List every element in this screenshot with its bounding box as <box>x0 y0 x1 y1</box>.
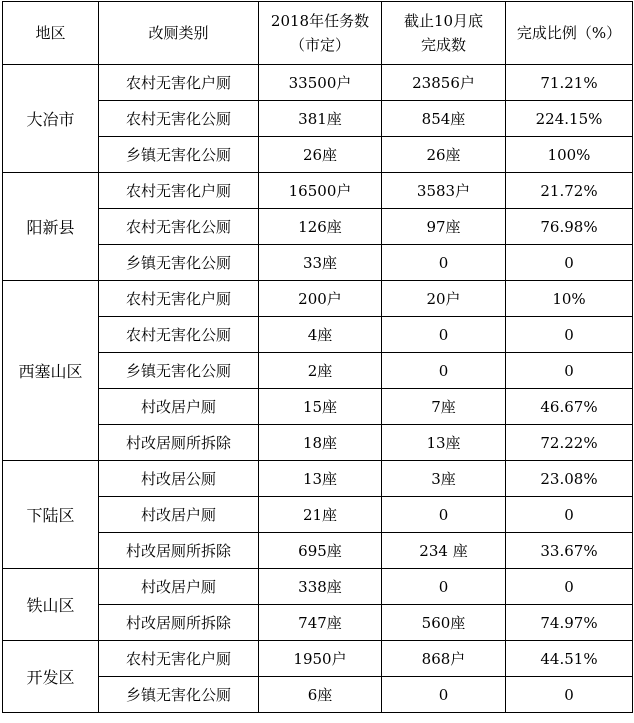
done-cell: 20户 <box>382 281 506 317</box>
task-cell: 21座 <box>259 497 382 533</box>
category-cell: 村改居户厕 <box>99 569 259 605</box>
ratio-cell: 0 <box>506 497 633 533</box>
region-cell: 下陆区 <box>3 461 99 569</box>
category-cell: 村改居户厕 <box>99 389 259 425</box>
task-cell: 15座 <box>259 389 382 425</box>
task-cell: 1950户 <box>259 641 382 677</box>
header-region: 地区 <box>3 2 99 65</box>
done-cell: 0 <box>382 317 506 353</box>
header-row <box>3 2 633 65</box>
region-cell: 大冶市 <box>3 65 99 173</box>
done-cell: 0 <box>382 353 506 389</box>
task-cell: 13座 <box>259 461 382 497</box>
done-cell: 868户 <box>382 641 506 677</box>
header-task <box>259 2 382 65</box>
task-cell: 2座 <box>259 353 382 389</box>
ratio-cell: 21.72% <box>506 173 633 209</box>
ratio-cell: 0 <box>506 353 633 389</box>
task-cell: 18座 <box>259 425 382 461</box>
category-cell: 乡镇无害化公厕 <box>99 353 259 389</box>
task-cell: 200户 <box>259 281 382 317</box>
category-cell: 村改居厕所拆除 <box>99 533 259 569</box>
category-cell: 乡镇无害化公厕 <box>99 137 259 173</box>
done-cell: 854座 <box>382 101 506 137</box>
category-cell: 农村无害化户厕 <box>99 641 259 677</box>
ratio-cell: 0 <box>506 317 633 353</box>
ratio-cell: 72.22% <box>506 425 633 461</box>
done-cell: 3583户 <box>382 173 506 209</box>
done-cell: 0 <box>382 245 506 281</box>
ratio-cell: 100% <box>506 137 633 173</box>
category-cell: 乡镇无害化公厕 <box>99 245 259 281</box>
table-row <box>3 65 633 101</box>
category-cell: 农村无害化户厕 <box>99 281 259 317</box>
task-cell: 4座 <box>259 317 382 353</box>
region-cell: 铁山区 <box>3 569 99 641</box>
ratio-cell: 10% <box>506 281 633 317</box>
category-cell: 村改居厕所拆除 <box>99 605 259 641</box>
header-ratio: 完成比例（%） <box>506 2 633 65</box>
header-task-line2: （市定） <box>289 36 350 54</box>
task-cell: 6座 <box>259 677 382 713</box>
task-cell: 695座 <box>259 533 382 569</box>
header-task-line1: 2018年任务数 <box>270 12 370 30</box>
done-cell: 7座 <box>382 389 506 425</box>
category-cell: 农村无害化户厕 <box>99 173 259 209</box>
task-cell: 16500户 <box>259 173 382 209</box>
ratio-cell: 74.97% <box>506 605 633 641</box>
category-cell: 农村无害化公厕 <box>99 101 259 137</box>
task-cell: 381座 <box>259 101 382 137</box>
category-cell: 村改居户厕 <box>99 497 259 533</box>
task-cell: 33座 <box>259 245 382 281</box>
task-cell: 33500户 <box>259 65 382 101</box>
done-cell: 560座 <box>382 605 506 641</box>
ratio-cell: 0 <box>506 245 633 281</box>
task-cell: 747座 <box>259 605 382 641</box>
ratio-cell: 224.15% <box>506 101 633 137</box>
ratio-cell: 23.08% <box>506 461 633 497</box>
header-done <box>382 2 506 65</box>
task-cell: 338座 <box>259 569 382 605</box>
category-cell: 村改居公厕 <box>99 461 259 497</box>
done-cell: 234 座 <box>382 533 506 569</box>
header-category: 改厕类别 <box>99 2 259 65</box>
category-cell: 村改居厕所拆除 <box>99 425 259 461</box>
done-cell: 0 <box>382 497 506 533</box>
toilet-renovation-table <box>2 1 633 713</box>
ratio-cell: 33.67% <box>506 533 633 569</box>
ratio-cell: 0 <box>506 677 633 713</box>
table-row <box>3 281 633 317</box>
ratio-cell: 76.98% <box>506 209 633 245</box>
header-done-line2: 完成数 <box>420 36 466 54</box>
task-cell: 26座 <box>259 137 382 173</box>
table-row <box>3 461 633 497</box>
done-cell: 0 <box>382 569 506 605</box>
ratio-cell: 44.51% <box>506 641 633 677</box>
ratio-cell: 0 <box>506 569 633 605</box>
done-cell: 26座 <box>382 137 506 173</box>
done-cell: 23856户 <box>382 65 506 101</box>
table-row <box>3 173 633 209</box>
task-cell: 126座 <box>259 209 382 245</box>
region-cell: 阳新县 <box>3 173 99 281</box>
ratio-cell: 46.67% <box>506 389 633 425</box>
category-cell: 农村无害化户厕 <box>99 65 259 101</box>
done-cell: 3座 <box>382 461 506 497</box>
region-cell: 西塞山区 <box>3 281 99 461</box>
header-done-line1: 截止10月底 <box>403 12 484 30</box>
table-body <box>3 2 633 713</box>
category-cell: 农村无害化公厕 <box>99 317 259 353</box>
ratio-cell: 71.21% <box>506 65 633 101</box>
table-row <box>3 641 633 677</box>
category-cell: 农村无害化公厕 <box>99 209 259 245</box>
table-row <box>3 569 633 605</box>
done-cell: 13座 <box>382 425 506 461</box>
category-cell: 乡镇无害化公厕 <box>99 677 259 713</box>
done-cell: 0 <box>382 677 506 713</box>
done-cell: 97座 <box>382 209 506 245</box>
region-cell: 开发区 <box>3 641 99 713</box>
